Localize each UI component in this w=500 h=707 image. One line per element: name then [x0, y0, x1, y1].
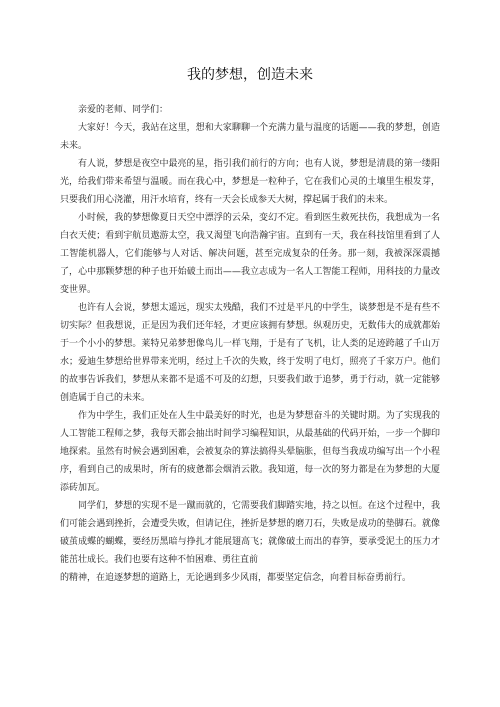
page-title: 我的梦想，创造未来	[187, 67, 313, 83]
paragraph-5: 作为中学生，我们正处在人生中最美好的时光，也是为梦想奋斗的关键时期。为了实现我的人工智能工程师之梦，我每天都会抽出时间学习编程知识，从最基础的代码开始，一步一个脚印地探索。虽然有时候会遇到困难，会被复杂的算法搞得头晕脑胀，但每当我成功编写出一个小程序，看到自己的成果时，所有的疲惫都会烟消云散。我知道，每一次的努力都是在为梦想的大厦添砖加瓦。	[60, 411, 440, 493]
paragraph-2: 有人说，梦想是夜空中最亮的星，指引我们前行的方向；也有人说，梦想是清晨的第一缕阳光，给我们带来希望与温暖。而在我心中，梦想是一粒种子，它在我们心灵的土壤里生根发芽，只要我们用心浇灌，用汗水培育，终有一天会长成参天大树，撑起属于我们的未来。	[60, 159, 440, 205]
paragraph-3: 小时候，我的梦想像夏日天空中漂浮的云朵，变幻不定。看到医生救死扶伤，我想成为一名白衣天使；看到宇航员遨游太空，我又渴望飞向浩瀚宇宙。直到有一天，我在科技馆里看到了人工智能机器人，它们能够与人对话、解决问题，甚至完成复杂的任务。那一刻，我被深深震撼了，心中那颗梦想的种子也开始破土而出——我立志成为一名人工智能工程师，用科技的力量改变世界。	[60, 213, 440, 295]
salutation: 亲爱的老师、同学们：	[78, 105, 169, 115]
paragraph-4: 也许有人会说，梦想太遥远，现实太残酷，我们不过是平凡的中学生，谈梦想是不是有些不切实际？但我想说，正是因为我们还年轻，才更应该拥有梦想。纵观历史，无数伟大的成就都始于一个小小的梦想。莱特兄弟梦想像鸟儿一样飞翔，于是有了飞机，让人类的足迹跨越了千山万水；爱迪生梦想给世界带来光明，经过上千次的失败，终于发明了电灯，照亮了千家万户。他们的故事告诉我们，梦想从来都不是遥不可及的幻想，只要我们敢于追梦，勇于行动，就一定能够创造属于自己的未来。	[60, 303, 440, 403]
paragraph-tail: 的精神，在追逐梦想的道路上，无论遇到多少风雨，都要坚定信念，向着目标奋勇前行。	[60, 573, 412, 583]
paragraph-1: 大家好！今天，我站在这里，想和大家聊聊一个充满力量与温度的话题——我的梦想，创造未来。	[60, 123, 440, 151]
paragraph-6: 同学们，梦想的实现不是一蹴而就的，它需要我们脚踏实地，持之以恒。在这个过程中，我们可能会遇到挫折，会遭受失败，但请记住，挫折是梦想的磨刀石，失败是成功的垫脚石。就像破茧成蝶的蝴蝶，要经历黑暗与挣扎才能展翅高飞；就像破土而出的春笋，要承受泥土的压力才能茁壮成长。我们也要有这种不怕困难、勇往直前	[60, 501, 440, 565]
document-body	[60, 101, 440, 587]
